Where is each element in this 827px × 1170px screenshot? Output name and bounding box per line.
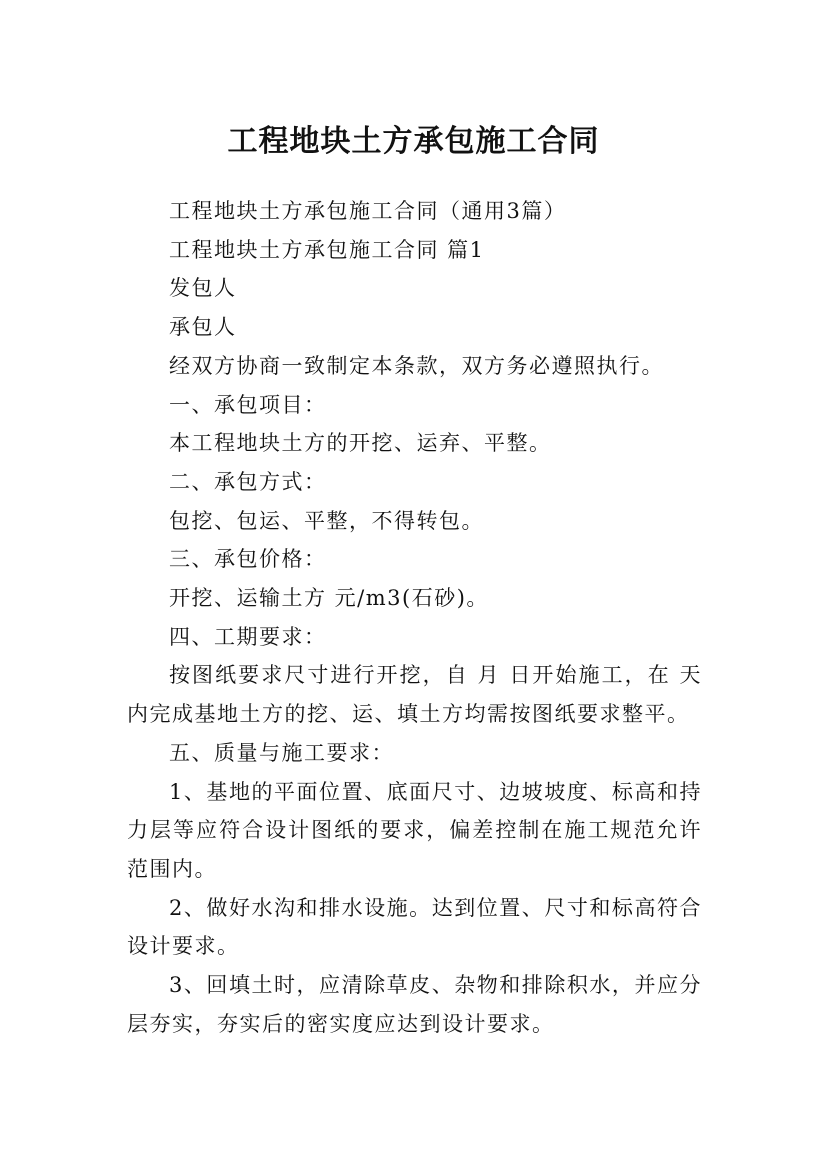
paragraph-quality-2: 2、做好水沟和排水设施。达到位置、尺寸和标高符合设计要求。 [127, 895, 702, 959]
paragraph-agreement: 经双方协商一致制定本条款，双方务必遵照执行。 [169, 353, 664, 378]
paragraph-heading-schedule: 四、工期要求： [169, 624, 327, 649]
paragraph-heading-method: 二、承包方式： [169, 469, 327, 494]
paragraph-method: 包挖、包运、平整，不得转包。 [169, 508, 484, 533]
paragraph-project: 本工程地块土方的开挖、运弃、平整。 [169, 431, 552, 456]
paragraph-heading-project: 一、承包项目： [169, 392, 327, 417]
paragraph-quality-1: 1、基地的平面位置、底面尺寸、边坡坡度、标高和持力层等应符合设计图纸的要求，偏差控制在施工规范允许范围内。 [127, 779, 702, 881]
document-body [127, 192, 702, 1043]
paragraph-heading-price: 三、承包价格： [169, 547, 327, 572]
paragraph-schedule: 按图纸要求尺寸进行开挖，自 月 日开始施工，在 天内完成基地土方的挖、运、填土方均需按图纸要求整平。 [127, 663, 702, 727]
paragraph-contractor: 承包人 [169, 315, 237, 340]
paragraph-employer: 发包人 [169, 276, 237, 301]
paragraph-section-heading: 工程地块土方承包施工合同 篇1 [169, 237, 485, 262]
document-title: 工程地块土方承包施工合同 [227, 124, 600, 160]
paragraph-subtitle: 工程地块土方承包施工合同（通用3篇） [169, 199, 567, 223]
paragraph-quality-3: 3、回填土时，应清除草皮、杂物和排除积水，并应分层夯实，夯实后的密实度应达到设计要求。 [127, 973, 702, 1036]
paragraph-heading-quality: 五、质量与施工要求： [169, 740, 394, 765]
paragraph-price: 开挖、运输土方 元/m3(石砂)。 [169, 586, 489, 611]
